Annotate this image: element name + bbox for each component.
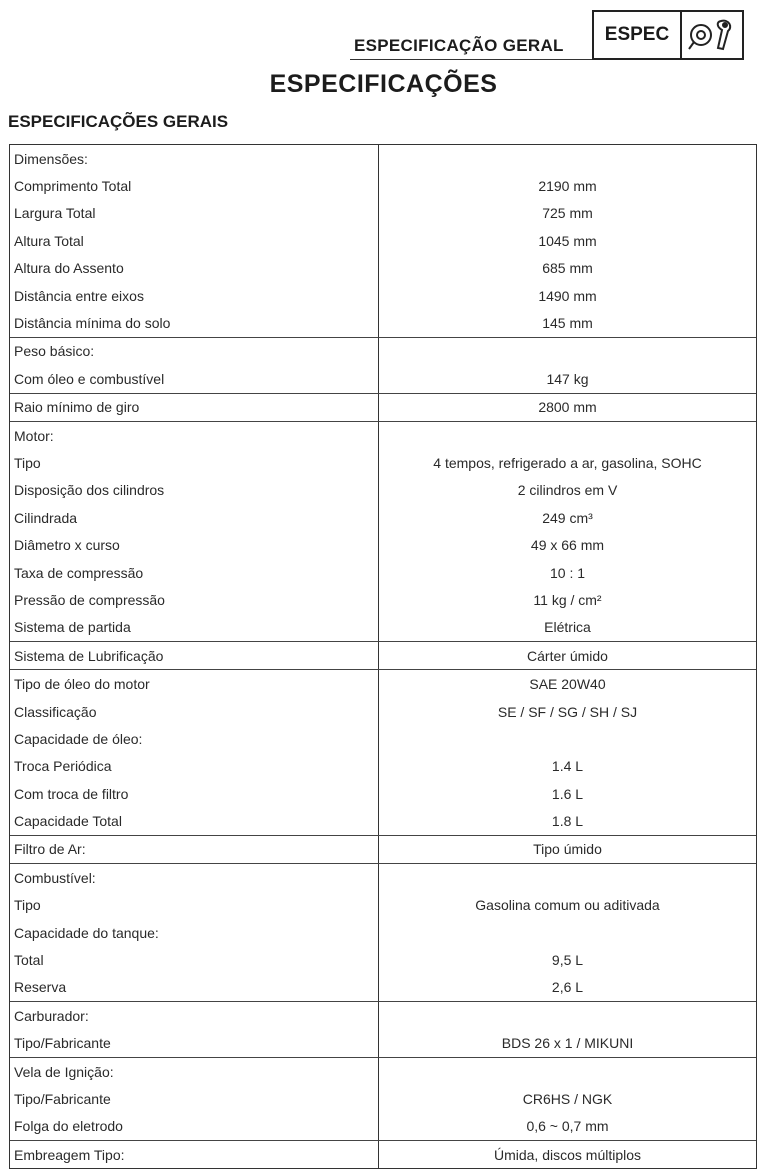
spec-group [10, 338, 756, 394]
spec-value [379, 145, 756, 172]
value-column [379, 338, 756, 393]
spec-label: Distância entre eixos [14, 287, 144, 304]
label-column [10, 1002, 379, 1057]
value-column [379, 422, 756, 641]
spec-value: 249 cm³ [542, 509, 593, 526]
spec-group [10, 670, 756, 835]
spec-value: 145 mm [542, 315, 593, 332]
value-column [379, 836, 756, 863]
spec-group [10, 1058, 756, 1141]
tools-icon [682, 12, 742, 58]
spec-value: 1.6 L [551, 785, 584, 802]
spec-label: Taxa de compressão [14, 564, 144, 581]
spec-label: Diâmetro x curso [14, 537, 120, 554]
spec-value: 2190 mm [538, 178, 597, 195]
spec-label: Motor: [14, 427, 54, 444]
spec-label: Filtro de Ar: [14, 841, 86, 858]
spec-badge [592, 10, 744, 60]
spec-label: Sistema de partida [14, 619, 131, 636]
spec-label: Sistema de Lubrificação [14, 647, 164, 664]
spec-value: 725 mm [542, 205, 593, 222]
spec-value: Tipo úmido [533, 841, 602, 858]
value-column [379, 642, 756, 669]
spec-value [379, 864, 756, 891]
spec-value [379, 422, 756, 449]
spec-label: Pressão de compressão [14, 591, 165, 608]
spec-value: 1490 mm [538, 287, 597, 304]
spec-label: Troca Periódica [14, 758, 112, 775]
label-column [10, 1058, 379, 1140]
spec-group [10, 1141, 756, 1168]
section-title: ESPECIFICAÇÃO GERAL [354, 36, 564, 55]
spec-value: 1.4 L [551, 758, 584, 775]
spec-value: 1.8 L [551, 813, 584, 830]
spec-label: Dimensões: [14, 150, 88, 167]
spec-label: Tipo [14, 897, 41, 914]
section-subtitle: ESPECIFICAÇÕES GERAIS [8, 112, 229, 131]
spec-value: 147 kg [546, 370, 589, 387]
spec-value: Cárter úmido [527, 647, 608, 664]
spec-label: Tipo/Fabricante [14, 1035, 111, 1052]
spec-label: Largura Total [14, 205, 96, 222]
spec-value: 2 cilindros em V [517, 482, 618, 499]
spec-label: Carburador: [14, 1007, 89, 1024]
label-column [10, 836, 379, 863]
spec-label: Tipo [14, 454, 41, 471]
value-column [379, 864, 756, 1001]
spec-group [10, 394, 756, 422]
spec-value [379, 1002, 756, 1029]
spec-value: SE / SF / SG / SH / SJ [497, 703, 638, 720]
spec-label: Total [14, 952, 44, 969]
spec-value: 49 x 66 mm [530, 537, 605, 554]
spec-value: 2800 mm [538, 399, 597, 416]
spec-label: Disposição dos cilindros [14, 482, 165, 499]
spec-label: Capacidade do tanque: [14, 924, 159, 941]
spec-group [10, 864, 756, 1002]
spec-label: Altura Total [14, 232, 84, 249]
spec-group [10, 1002, 756, 1058]
spec-group [10, 642, 756, 670]
spec-table [9, 144, 757, 1169]
spec-label: Raio mínimo de giro [14, 399, 140, 416]
spec-label: Tipo de óleo do motor [14, 676, 150, 693]
spec-value: SAE 20W40 [529, 676, 606, 693]
spec-label: Combustível: [14, 869, 96, 886]
spec-label: Altura do Assento [14, 260, 124, 277]
spec-label: Distância mínima do solo [14, 315, 171, 332]
value-column [379, 670, 756, 834]
spec-label: Capacidade de óleo: [14, 730, 143, 747]
spec-group [10, 145, 756, 338]
spec-label: Classificação [14, 703, 97, 720]
spec-value: Úmida, discos múltiplos [493, 1146, 642, 1163]
value-column [379, 1002, 756, 1057]
spec-label: Peso básico: [14, 343, 95, 360]
page-title: ESPECIFICAÇÕES [269, 70, 498, 98]
label-column [10, 864, 379, 1001]
label-column [10, 642, 379, 669]
label-column [10, 670, 379, 834]
spec-value [379, 338, 756, 365]
spec-value: Elétrica [544, 619, 591, 636]
spec-label: Cilindrada [14, 509, 78, 526]
spec-value: 10 : 1 [549, 564, 586, 581]
spec-label: Com troca de filtro [14, 785, 129, 802]
spec-label: Embreagem Tipo: [14, 1146, 125, 1163]
spec-value: 685 mm [542, 260, 593, 277]
spec-label: Reserva [14, 979, 67, 996]
value-column [379, 145, 756, 337]
spec-value: 9,5 L [551, 952, 584, 969]
spec-label: Comprimento Total [14, 178, 132, 195]
spec-value: BDS 26 x 1 / MIKUNI [501, 1035, 634, 1052]
label-column [10, 1141, 379, 1168]
spec-label: Com óleo e combustível [14, 370, 165, 387]
spec-value: 0,6 ~ 0,7 mm [526, 1118, 609, 1135]
spec-value [379, 725, 756, 752]
spec-value [379, 919, 756, 946]
label-column [10, 422, 379, 641]
spec-label: Capacidade Total [14, 813, 122, 830]
label-column [10, 145, 379, 337]
badge-label: ESPEC [594, 12, 682, 58]
spec-value: 11 kg / cm² [533, 591, 602, 608]
spec-value: CR6HS / NGK [522, 1090, 613, 1107]
spec-label: Vela de Ignição: [14, 1063, 114, 1080]
spec-label: Tipo/Fabricante [14, 1090, 111, 1107]
label-column [10, 394, 379, 421]
value-column [379, 1141, 756, 1168]
spec-value: 4 tempos, refrigerado a ar, gasolina, SOHC [433, 454, 702, 471]
value-column [379, 1058, 756, 1140]
spec-group [10, 836, 756, 864]
spec-value: 2,6 L [551, 979, 584, 996]
spec-value: 1045 mm [538, 232, 597, 249]
spec-value [379, 1058, 756, 1085]
label-column [10, 338, 379, 393]
spec-value: Gasolina comum ou aditivada [475, 897, 660, 914]
value-column [379, 394, 756, 421]
spec-label: Folga do eletrodo [14, 1118, 123, 1135]
spec-group [10, 422, 756, 642]
header-rule [350, 59, 594, 60]
